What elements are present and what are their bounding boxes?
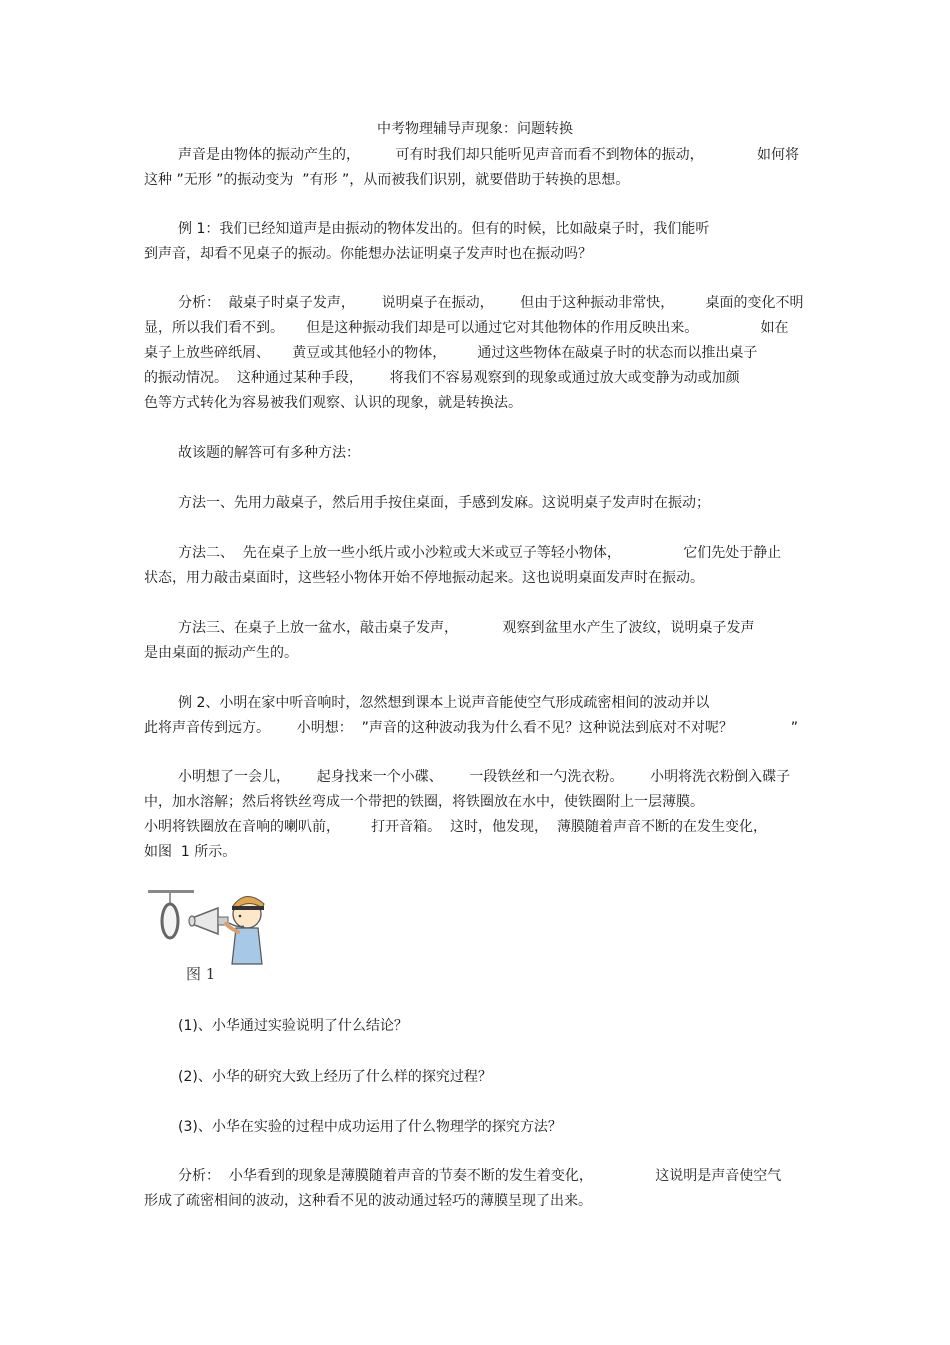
intro-line-2: 这种 ”无形 ”的振动变为 ”有形 ”，从而被我们识别，就要借助于转换的思想。 — [144, 172, 630, 188]
example1-line-1: 例 1：我们已经知道声是由振动的物体发出的。但有的时候，比如敲桌子时，我们能听 — [178, 221, 710, 237]
example2-line-1: 例 2、小明在家中听音响时，忽然想到课本上说声音能使空气形成疏密相间的波动并以 — [178, 695, 710, 711]
method3-line-2: 是由桌面的振动产生的。 — [144, 645, 298, 661]
experiment-line-1: 小明想了一会儿， 起身找来一个小碟、 一段铁丝和一勺洗衣粉。 小明将洗衣粉倒入碟子 — [178, 769, 791, 785]
question-2: (2)、小华的研究大致上经历了什么样的探究过程？ — [178, 1069, 492, 1085]
analysis1-line-4: 的振动情况。 这种通过某种手段， 将我们不容易观察到的现象或通过放大或变静为动或加颜 — [144, 370, 740, 386]
experiment-line-2: 中，加水溶解；然后将铁丝弯成一个带把的铁圈，将铁圈放在水中，使铁圈附上一层薄膜。 — [144, 794, 704, 810]
analysis1-line-1: 分析： 敲桌子时桌子发声， 说明桌子在振动， 但由于这种振动非常快， 桌面的变化不明 — [178, 295, 804, 311]
experiment-line-3: 小明将铁圈放在音响的喇叭前， 打开音箱。 这时，他发现， 薄膜随着声音不断的在发生变化， — [144, 819, 767, 835]
intro-line-1: 声音是由物体的振动产生的， 可有时我们却只能听见声音而看不到物体的振动， 如何将 — [178, 147, 800, 163]
question-3: (3)、小华在实验的过程中成功运用了什么物理学的探究方法？ — [178, 1119, 562, 1135]
analysis2-line-1: 分析： 小华看到的现象是薄膜随着声音的节奏不断的发生着变化， 这说明是声音使空气 — [178, 1168, 782, 1184]
method3-line-1: 方法三、在桌子上放一盆水，敲击桌子发声， 观察到盆里水产生了波纹，说明桌子发声 — [178, 620, 755, 636]
experiment-illustration — [146, 886, 276, 966]
analysis1-line-3: 桌子上放些碎纸屑、 黄豆或其他轻小的物体， 通过这些物体在敲桌子时的状态而以推出桌子 — [144, 345, 758, 361]
experiment-line-4: 如图 1 所示。 — [144, 844, 237, 860]
analysis1-line-5: 色等方式转化为容易被我们观察、认识的现象，就是转换法。 — [144, 395, 522, 411]
methods-intro: 故该题的解答可有多种方法： — [178, 445, 360, 461]
method2-line-1: 方法二、 先在桌子上放一些小纸片或小沙粒或大米或豆子等轻小物体， 它们先处于静止 — [178, 545, 782, 561]
figure-1 — [146, 886, 276, 988]
analysis2-line-2: 形成了疏密相间的波动，这种看不见的波动通过轻巧的薄膜呈现了出来。 — [144, 1193, 592, 1209]
question-1: (1)、小华通过实验说明了什么结论？ — [178, 1018, 408, 1034]
example2-line-2: 此将声音传到远方。 小明想： ”声音的这种波动我为什么看不见？这种说法到底对不对呢？ ” — [144, 720, 798, 736]
analysis1-line-2: 显，所以我们看不到。 但是这种振动我们却是可以通过它对其他物体的作用反映出来。 如在 — [144, 320, 789, 336]
example1-line-2: 到声音，却看不见桌子的振动。你能想办法证明桌子发声时也在振动吗？ — [144, 246, 592, 262]
method1-line: 方法一、先用力敲桌子，然后用手按住桌面，手感到发麻。这说明桌子发声时在振动； — [178, 495, 710, 511]
page-title: 中考物理辅导声现象：问题转换 — [377, 121, 573, 137]
figure-caption: 图 1 — [186, 965, 216, 983]
method2-line-2: 状态，用力敲击桌面时，这些轻小物体开始不停地振动起来。这也说明桌面发声时在振动。 — [144, 570, 704, 586]
